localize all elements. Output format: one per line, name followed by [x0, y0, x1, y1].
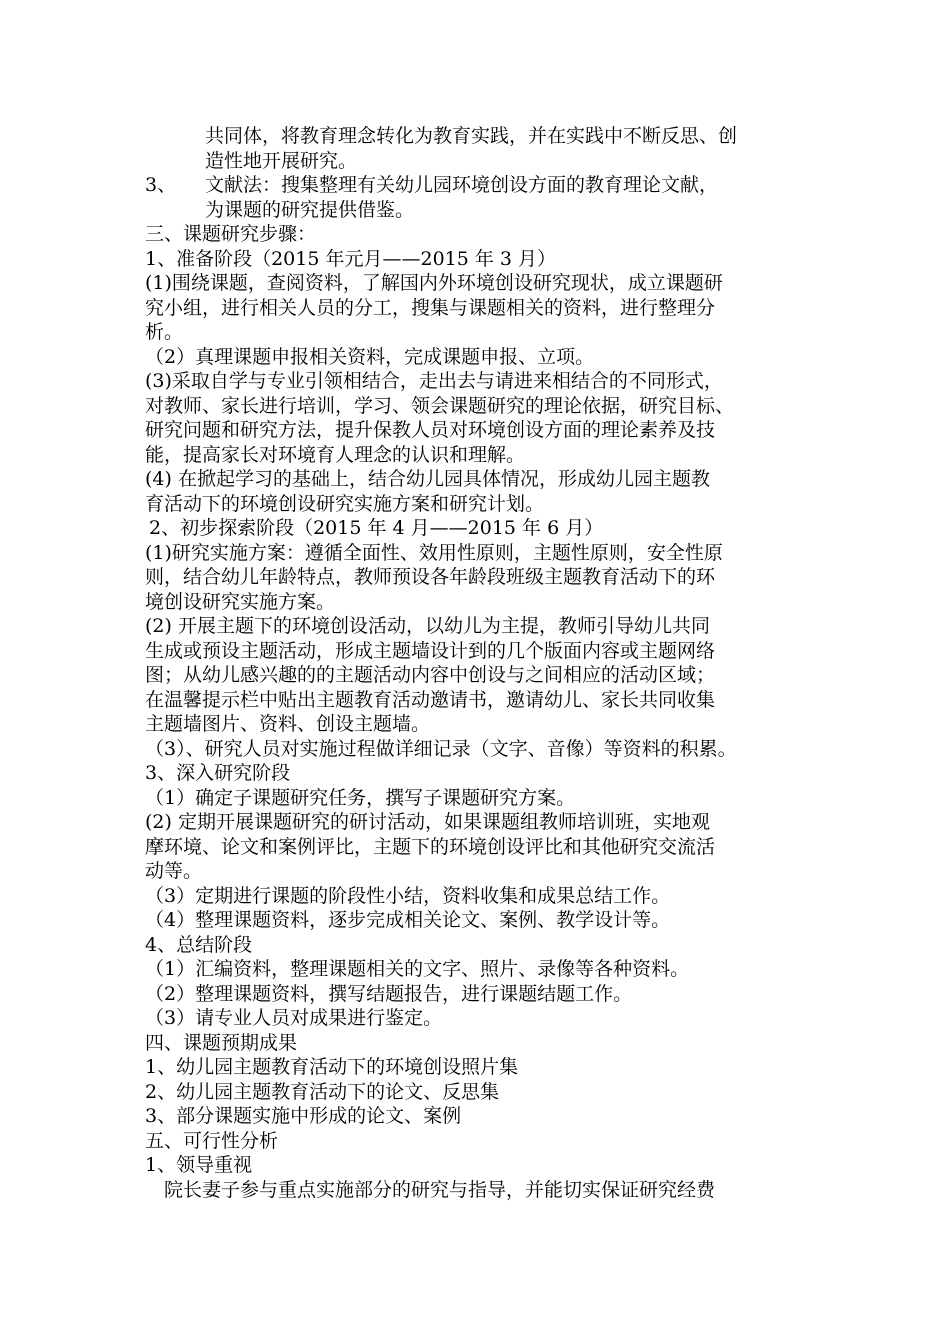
numbered-item [145, 173, 825, 198]
text-line: 动等。 [145, 860, 203, 882]
text-line: （2）整理课题资料，撰写结题报告，进行课题结题工作。 [145, 982, 633, 1005]
text-line: (2) 定期开展课题研究的研讨活动，如果课题组教师培训班，实地观 [145, 811, 710, 833]
section-heading: 五、可行性分析 [145, 1129, 279, 1152]
text-line: 3、部分课题实施中形成的论文、案例 [145, 1105, 462, 1127]
text-line: 1、幼儿园主题教育活动下的环境创设照片集 [145, 1056, 519, 1078]
stage-heading: 3、深入研究阶段 [145, 762, 291, 784]
text-line: 对教师、家长进行培训，学习、领会课题研究的理论依据，研究目标、 [145, 394, 735, 417]
document-body [145, 124, 825, 1202]
text-line: 主题墙图片、资料、创设主题墙。 [145, 713, 431, 735]
stage-heading: 4、总结阶段 [145, 933, 253, 956]
section-heading: 四、课题预期成果 [145, 1031, 298, 1054]
text-line: 能，提高家长对环境育人理念的认识和理解。 [145, 443, 526, 466]
text-line: （2）真理课题申报相关资料，完成课题申报、立项。 [145, 345, 595, 368]
text-line: 为课题的研究提供借鉴。 [205, 198, 415, 221]
text-line: (4) 在掀起学习的基础上，结合幼儿园具体情况，形成幼儿园主题教 [145, 468, 710, 490]
text-line: (3)采取自学与专业引领相结合，走出去与请进来相结合的不同形式， [145, 370, 723, 392]
text-line: 摩环境、论文和案例评比，主题下的环境创设评比和其他研究交流活 [145, 835, 716, 858]
text-line: 研究问题和研究方法，提升保教人员对环境创设方面的理论素养及技 [145, 419, 716, 441]
text-line: （4）整理课题资料，逐步完成相关论文、案例、教学设计等。 [145, 909, 671, 931]
text-line: 境创设研究实施方案。 [145, 590, 336, 613]
stage-heading: 1、领导重视 [145, 1154, 253, 1176]
text-line: (1)研究实施方案：遵循全面性、效用性原则，主题性原则，安全性原 [145, 541, 723, 564]
text-line: 则，结合幼儿年龄特点，教师预设各年龄段班级主题教育活动下的环 [145, 566, 716, 588]
text-line: （3）定期进行课题的阶段性小结，资料收集和成果总结工作。 [145, 884, 671, 907]
text-line: （3）请专业人员对成果进行鉴定。 [145, 1007, 443, 1029]
text-line: 院长妻子参与重点实施部分的研究与指导，并能切实保证研究经费 [164, 1178, 716, 1201]
stage-heading: 1、准备阶段（2015 年元月——2015 年 3 月） [145, 247, 557, 270]
text-line: 图；从幼儿感兴趣的的主题活动内容中创设与之间相应的活动区域； [145, 664, 716, 686]
stage-heading: 2、初步探索阶段（2015 年 4 月——2015 年 6 月） [149, 517, 604, 539]
text-line: 生成或预设主题活动，形成主题墙设计到的几个版面内容或主题网络 [145, 639, 716, 662]
text-line: 育活动下的环境创设研究实施方案和研究计划。 [145, 492, 545, 515]
item-number: 3、 [145, 174, 177, 196]
text-line: 在温馨提示栏中贴出主题教育活动邀请书，邀请幼儿、家长共同收集 [145, 688, 716, 711]
text-line: 2、幼儿园主题教育活动下的论文、反思集 [145, 1080, 500, 1103]
text-line: (1)围绕课题，查阅资料，了解国内外环境创设研究现状，成立课题研 [145, 272, 723, 294]
text-line: 共同体，将教育理念转化为教育实践，并在实践中不断反思、创 [205, 125, 738, 147]
section-heading: 三、课题研究步骤： [145, 223, 317, 245]
text-line: 造性地开展研究。 [205, 149, 358, 172]
text-line: （3）、研究人员对实施过程做详细记录（文字、音像）等资料的积累。 [145, 737, 737, 760]
text-line: （1）确定子课题研究任务，撰写子课题研究方案。 [145, 786, 576, 809]
text-line: 究小组，进行相关人员的分工，搜集与课题相关的资料，进行整理分 [145, 296, 716, 319]
text-line: 析。 [145, 321, 184, 343]
text-line: (2) 开展主题下的环境创设活动，以幼儿为主提，教师引导幼儿共同 [145, 615, 710, 637]
text-line: （1）汇编资料，整理课题相关的文字、照片、录像等各种资料。 [145, 958, 690, 980]
text-line: 文献法：搜集整理有关幼儿园环境创设方面的教育理论文献， [205, 174, 719, 196]
